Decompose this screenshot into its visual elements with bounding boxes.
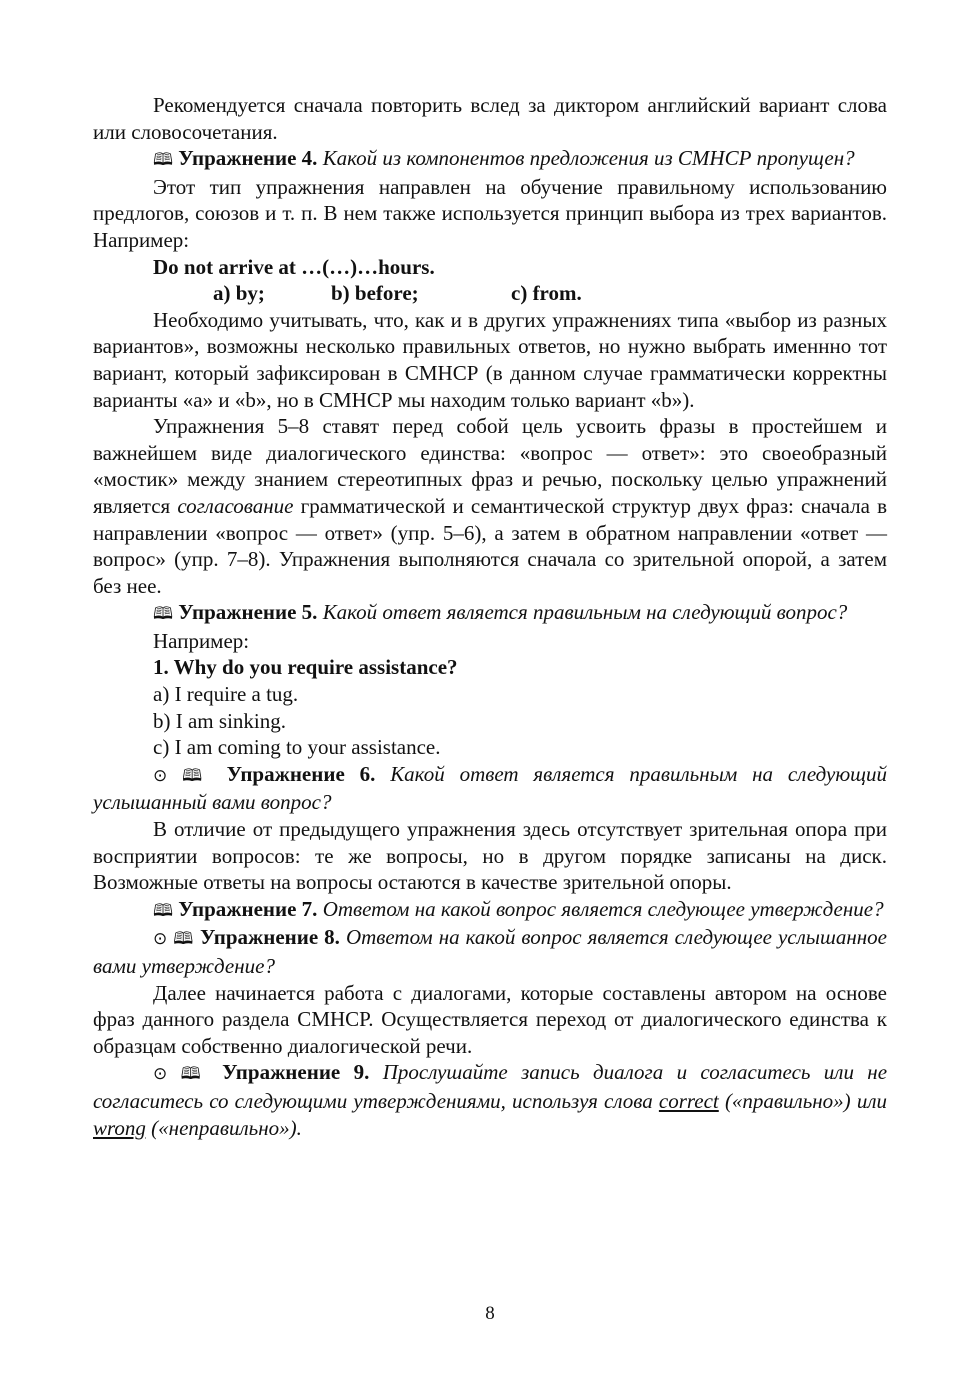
question-text: 1. Why do you require assistance?	[153, 655, 458, 680]
paragraph: Рекомендуется сначала повторить вслед за диктором английский вариант слова или словосочетания.	[93, 93, 887, 144]
exercise-task: Какой ответ является правильным на следующий услышанный вами вопрос?	[93, 761, 887, 815]
example-options	[93, 280, 887, 307]
exercise-8	[93, 924, 887, 979]
book-icon: 🕮	[153, 150, 174, 171]
audio-disc-icon: ⊙	[153, 929, 168, 950]
paragraph: Далее начинается работа с диалогами, которые составлены автором на основе фраз данного раздела СМНСР. Осуществляется переход от диалогического единства к образцам собственно диалогической речи.	[93, 980, 887, 1058]
example-sentence	[93, 254, 887, 281]
text: («правильно») или	[718, 1088, 887, 1113]
exercise-title: Упражнение 4.	[178, 146, 318, 171]
text: («неправильно»).	[145, 1115, 302, 1140]
keyword-wrong: wrong	[93, 1115, 146, 1140]
exercise-title: Упражнение 7.	[178, 896, 318, 921]
exercise-task	[93, 1060, 887, 1139]
text: Прослушайте запись диалога и согласитесь или не согласитесь со следующими утверждениями, используя слова	[93, 1060, 888, 1113]
exercise-task: Какой из компонентов предложения из СМНСР пропущен?	[322, 146, 855, 171]
example-text: Do not arrive at …(…)…hours.	[153, 254, 435, 279]
book-icon: 🕮	[153, 604, 174, 625]
text: грамматической и семантической структур двух фраз: сначала в направлении «вопрос — ответ» (упр. 5–6), а затем в обратном направлении «ответ — вопрос» (упр. 7–8). Упражнения выполняются сначала со зрительной опорой, а затем без нее.	[93, 493, 888, 598]
exercise-task: Какой ответ является правильным на следующий вопрос?	[322, 600, 848, 625]
example-intro: Например:	[153, 628, 250, 653]
paragraph	[93, 413, 887, 599]
answer-c: c) I am coming to your assistance.	[153, 735, 441, 760]
example-question	[93, 654, 887, 681]
exercise-9	[93, 1059, 887, 1141]
exercise-task: Ответом на какой вопрос является следующее услышанное вами утверждение?	[93, 925, 887, 978]
audio-disc-icon: ⊙	[153, 765, 168, 786]
exercise-6	[93, 761, 887, 816]
page-body	[93, 92, 887, 1141]
answer-a: a) I require a tug.	[153, 682, 299, 707]
exercise-task: Ответом на какой вопрос является следующее утверждение?	[322, 896, 884, 921]
book-icon: 🕮	[153, 900, 174, 921]
option-b: b) before;	[331, 281, 419, 306]
exercise-title: Упражнение 5.	[178, 600, 318, 625]
emphasis: согласование	[177, 493, 294, 518]
book-icon: 🕮	[180, 1064, 209, 1085]
paragraph: В отличие от предыдущего упражнения здесь отсутствует зрительная опора при восприятии вопросов: те же вопросы, но в другом порядке записаны на диск. Возможные ответы на вопросы остаются в качестве зрительной опоры.	[93, 817, 887, 895]
exercise-title: Упражнение 6.	[226, 761, 376, 786]
exercise-title: Упражнение 9.	[222, 1060, 370, 1085]
exercise-4	[93, 145, 887, 174]
option-a: a) by;	[213, 281, 265, 306]
exercise-5	[93, 599, 887, 628]
option-c: c) from.	[511, 281, 582, 306]
exercise-title: Упражнение 8.	[200, 925, 340, 950]
paragraph: Этот тип упражнения направлен на обучение правильному использованию предлогов, союзов и т. п. В нем также используется принцип выбора из трех вариантов. Например:	[93, 174, 887, 252]
exercise-7	[93, 896, 887, 925]
page-number: 8	[485, 1303, 495, 1324]
book-icon: 🕮	[182, 765, 212, 786]
paragraph: Необходимо учитывать, что, как и в других упражнениях типа «выбор из разных вариантов», возможны несколько правильных ответов, но нужно выбрать именнно тот вариант, который зафиксирован в СМНСР (в данном случае грамматически корректны варианты «a» и «b», но в СМНСР мы находим только вариант «b»).	[93, 307, 887, 412]
book-icon: 🕮	[173, 929, 195, 950]
keyword-correct: correct	[658, 1088, 719, 1113]
audio-disc-icon: ⊙	[153, 1064, 168, 1085]
answer-b: b) I am sinking.	[153, 708, 286, 733]
text: Упражнения 5–8 ставят перед собой цель усвоить фразы в простейшем и важнейшем виде диалогического единства: «вопрос — ответ»: это своеобразный «мостик» между знанием стереотипных фраз и речью, поскольку целью упражнений является	[93, 414, 887, 518]
